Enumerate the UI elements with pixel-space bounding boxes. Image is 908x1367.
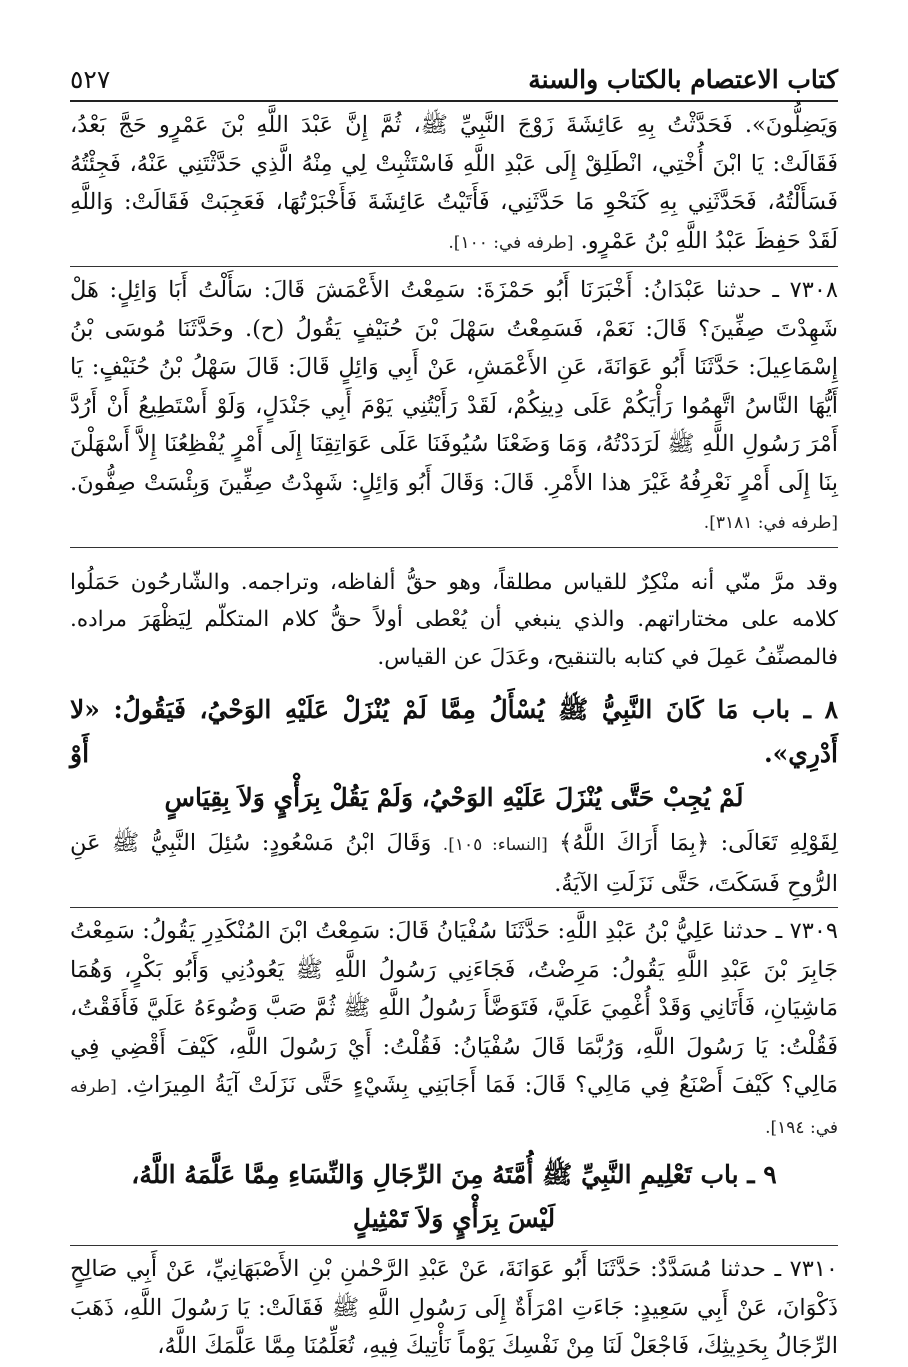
cross-reference: [طرفه في: ٣١٨١]. xyxy=(703,513,838,533)
divider xyxy=(70,907,838,908)
cross-reference: [طرفه في: ١٩٤]. xyxy=(70,1077,838,1138)
page-body xyxy=(70,106,838,1366)
cross-reference: [طرفه في: ١٠٠]. xyxy=(448,232,574,253)
hadith-text: ٧٣١٠ ـ حدثنا مُسَدَّدٌ: حَدَّثَنَا أَبُو عَوَانَةَ، عَنْ عَبْدِ الرَّحْمٰنِ بْنِ الأَصْبَهَانِيِّ، عَنْ أَبِي صَالِحٍ ذَكْوَانَ، عَنْ أَبِي سَعِيدٍ: جَاءَتِ امْرَأَةٌ إِلَى رَسُولِ اللَّهِ ﷺ فَقَالَتْ: يَا رَسُولَ اللَّهِ، ذَهَبَ الرِّجَالُ بِحَدِيثِكَ، فَاجْعَلْ لَنَا مِنْ نَفْسِكَ يَوْماً نَأْتِيكَ فِيهِ، تُعَلِّمُنَا مِمَّا عَلَّمَكَ اللَّهُ، xyxy=(70,1256,838,1359)
intro-text-continued: وَقَالَ ابْنُ مَسْعُودٍ: سُئِلَ النَّبِيُّ ﷺ عَنِ الرُّوحِ فَسَكَتَ، حَتَّى نَزَلَتِ الآيَةُ. xyxy=(70,830,838,897)
chapter-9-heading xyxy=(70,1153,838,1241)
divider xyxy=(70,266,838,267)
quran-reference: [النساء: ١٠٥]. xyxy=(442,835,548,855)
hadith-7310 xyxy=(70,1250,838,1366)
hadith-text: ٧٣٠٩ ـ حدثنا عَلِيُّ بْنُ عَبْدِ اللَّهِ: حَدَّثَنَا سُفْيَانُ قَالَ: سَمِعْتُ ابْنَ المُنْكَدِرِ يَقُولُ: سَمِعْتُ جَابِرَ بْنَ عَبْدِ اللَّهِ يَقُولُ: مَرِضْتُ، فَجَاءَنِي رَسُولُ اللَّهِ ﷺ يَعُودُنِي وَأَبُو بَكْرٍ، وَهُمَا مَاشِيَانِ، فَأَتَانِي وَقَدْ أُغْمِيَ عَلَيَّ، فَتَوَضَّأَ رَسُولُ اللَّهِ ﷺ ثُمَّ صَبَّ وَضُوءَهُ عَلَيَّ فَأَفَقْتُ، فَقُلْتُ: يَا رَسُولَ اللَّهِ، وَرُبَّمَا قَالَ سُفْيَانُ: فَقُلْتُ: أَيْ رَسُولَ اللَّهِ، كَيْفَ أَقْضِي فِي مَالِي؟ كَيْفَ أَصْنَعُ فِي مَالِي؟ قَالَ: فَمَا أَجَابَنِي بِشَيْءٍ حَتَّى نَزَلَتْ آيَةُ المِيرَاثِ. xyxy=(70,918,839,1098)
page-header xyxy=(70,52,838,102)
divider xyxy=(70,1245,838,1246)
hadith-7308 xyxy=(70,271,838,543)
intro-text: لِقَوْلِهِ تَعَالَى: ﴿بِمَا أَرَاكَ اللَّهُ﴾ xyxy=(559,830,839,856)
commentary: وقد مرَّ منّي أنه منْكِرٌ للقياس مطلقاً، وهو حقُّ ألفاظه، وتراجمه. والشّارحُون حَمَلُوا كلامه على مختاراتهم. والذي ينبغي أن يُعْطى أولاً حقُّ كلام المتكلّم لِيَظْهَرَ مراده. فالمصنِّفُ عَمِلَ في كتابه بالتنقيح، وعَدَلَ عن القياس. xyxy=(70,569,838,670)
hadith-continuation xyxy=(70,106,838,262)
hadith-text: وَيَضِلُّونَ». فَحَدَّثْتُ بِهِ عَائِشَةَ زَوْجَ النَّبِيِّ ﷺ، ثُمَّ إِنَّ عَبْدَ اللَّهِ بْنَ عَمْرٍو حَجَّ بَعْدُ، فَقَالَتْ: يَا ابْنَ أُخْتِي، انْطَلِقْ إِلَى عَبْدِ اللَّهِ فَاسْتَثْبِتْ لِي مِنْهُ الَّذِي حَدَّثْتَنِي عَنْهُ، فَجِئْتُهُ فَسَأَلْتُهُ، فَحَدَّثَنِي بِهِ كَنَحْوِ مَا حَدَّثَنِي، فَأَتَيْتُ عَائِشَةَ فَأَخْبَرْتُهَا، فَعَجِبَتْ فَقَالَتْ: وَاللَّهِ لَقَدْ حَفِظَ عَبْدُ اللَّهِ بْنُ عَمْرٍو. xyxy=(70,112,838,254)
divider xyxy=(70,547,838,548)
chapter-heading-line: ٩ ـ باب تَعْلِيمِ النَّبِيِّ ﷺ أُمَّتَهُ مِنَ الرِّجَالِ وَالنِّسَاءِ مِمَّا عَلَّمَهُ اللَّهُ، xyxy=(131,1160,777,1189)
page-number: ٥٢٧ xyxy=(70,65,111,94)
chapter-8-heading xyxy=(70,688,838,820)
book-title: كتاب الاعتصام بالكتاب والسنة xyxy=(528,65,838,94)
chapter-heading-line: ٨ ـ باب مَا كَانَ النَّبِيُّ ﷺ يُسْأَلُ مِمَّا لَمْ يُنْزَلْ عَلَيْهِ الوَحْيُ، فَيَقُولُ: «لا أَدْرِي». أَوْ xyxy=(70,695,838,768)
hadith-7309 xyxy=(70,912,838,1147)
hadith-text: ٧٣٠٨ ـ حدثنا عَبْدَانُ: أَخْبَرَنَا أَبُو حَمْزَةَ: سَمِعْتُ الأَعْمَشَ قَالَ: سَأَلْتُ أَبَا وَائِلٍ: هَلْ شَهِدْتَ صِفِّينَ؟ قَالَ: نَعَمْ، فَسَمِعْتُ سَهْلَ بْنَ حُنَيْفٍ يَقُولُ (ح). وحَدَّثَنَا مُوسَى بْنُ إِسْمَاعِيلَ: حَدَّثَنَا أَبُو عَوَانَةَ، عَنِ الأَعْمَشِ، عَنْ أَبِي وَائِلٍ قَالَ: قَالَ سَهْلُ بْنُ حُنَيْفٍ: يَا أَيُّهَا النَّاسُ اتَّهِمُوا رَأْيَكُمْ عَلَى دِينِكُمْ، لَقَدْ رَأَيْتُنِي يَوْمَ أَبِي جَنْدَلٍ، وَلَوْ أَسْتَطِيعُ أَنْ أَرُدَّ أَمْرَ رَسُولِ اللَّهِ ﷺ لَرَدَدْتُهُ، وَمَا وَضَعْنَا سُيُوفَنَا عَلَى عَوَاتِقِنَا إِلَى أَمْرٍ يُفْظِعُنَا إِلاَّ أَسْهَلْنَ بِنَا إِلَى أَمْرٍ نَعْرِفُهُ غَيْرَ هذا الأَمْرِ. قَالَ: وَقَالَ أَبُو وَائِلٍ: شَهِدْتُ صِفِّينَ وَبِئْسَتْ صِفُّونَ. xyxy=(70,277,838,496)
chapter-heading-line: لَيْسَ بِرَأْيٍ وَلاَ تَمْثِيلٍ xyxy=(352,1204,556,1233)
chapter-heading-line: لَمْ يُجِبْ حَتَّى يُنْزَلَ عَلَيْهِ الوَحْيُ، وَلَمْ يَقُلْ بِرَأْيٍ وَلاَ بِقِيَاسٍ xyxy=(164,783,744,812)
chapter-8-intro xyxy=(70,824,838,903)
